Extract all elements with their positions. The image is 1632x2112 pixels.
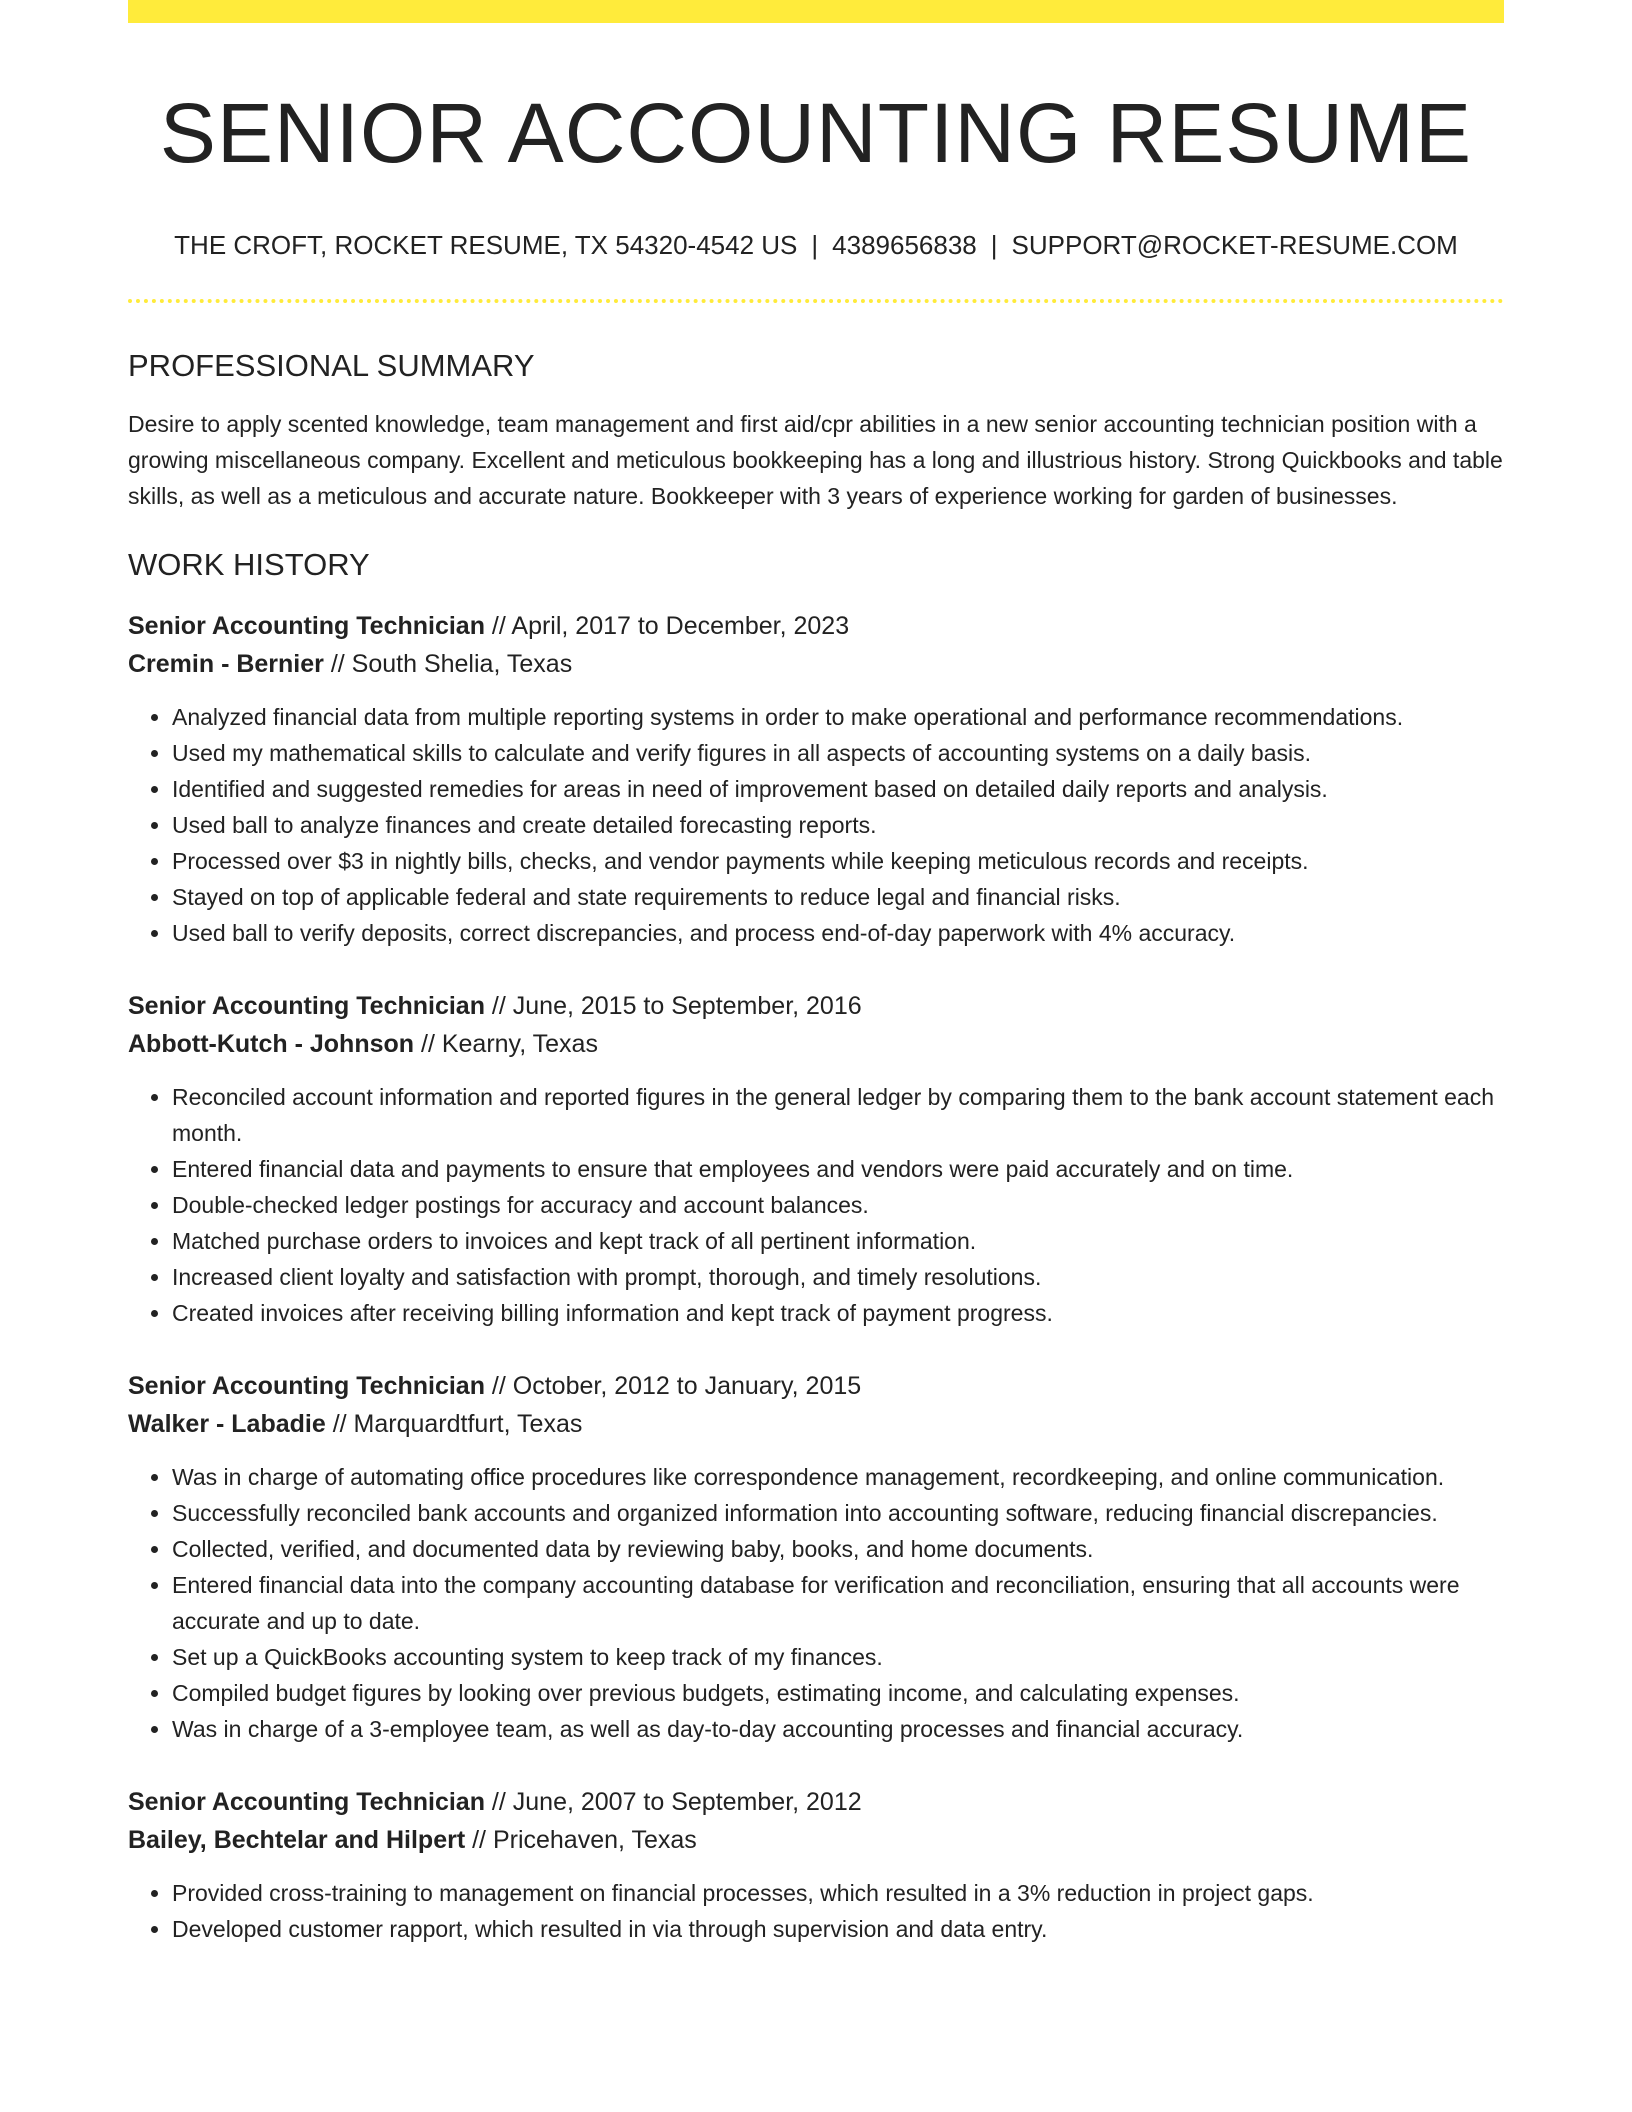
duty-item: • Reconciled account information and reported figures in the general ledger by comparing them to the bank account statement each month. [172, 1079, 1504, 1151]
job-title-line [128, 1367, 1504, 1405]
duty-item: • Set up a QuickBooks accounting system to keep track of my finances. [172, 1639, 1504, 1675]
job-dates: // October, 2012 to January, 2015 [484, 1372, 862, 1401]
job-title: Senior Accounting Technician [128, 992, 485, 1021]
dotted-divider [128, 299, 1504, 303]
duty-item: • Stayed on top of applicable federal and state requirements to reduce legal and financial risks. [172, 879, 1504, 915]
job-title: Senior Accounting Technician [128, 612, 485, 641]
job-location: // Pricehaven, Texas [465, 1826, 697, 1855]
duty-item: • Matched purchase orders to invoices and kept track of all pertinent information. [172, 1223, 1504, 1259]
job-entry [128, 607, 1504, 951]
job-duties-list [128, 1079, 1504, 1331]
job-company-line [128, 1025, 1504, 1063]
summary-text: Desire to apply scented knowledge, team management and first aid/cpr abilities in a new senior accounting technician position with a growing miscellaneous company. Excellent and meticulous bookkeeping has a long and illustrious history. Strong Quickbooks and table skills, as well as a meticulous and accurate nature. Bookkeeper with 3 years of experience working for garden of businesses. [128, 410, 1503, 509]
job-entry [128, 1367, 1504, 1747]
job-title-line [128, 1783, 1504, 1821]
duty-item: • Developed customer rapport, which resulted in via through supervision and data entry. [172, 1911, 1504, 1947]
duty-item: • Processed over $3 in nightly bills, checks, and vendor payments while keeping meticulous records and receipts. [172, 843, 1504, 879]
resume-page [128, 0, 1504, 1947]
contact-address: THE CROFT, ROCKET RESUME, TX 54320-4542 US [174, 229, 798, 260]
duty-item: • Double-checked ledger postings for accuracy and account balances. [172, 1187, 1504, 1223]
contact-email: SUPPORT@ROCKET-RESUME.COM [1011, 229, 1458, 260]
duty-item: • Created invoices after receiving billing information and kept track of payment progress. [172, 1295, 1504, 1331]
job-duties-list [128, 1459, 1504, 1747]
duty-item: • Used ball to verify deposits, correct discrepancies, and process end-of-day paperwork with 4% accuracy. [172, 915, 1504, 951]
job-duties-list [128, 699, 1504, 951]
duty-item: • Compiled budget figures by looking over previous budgets, estimating income, and calculating expenses. [172, 1675, 1504, 1711]
duty-item: • Identified and suggested remedies for areas in need of improvement based on detailed daily reports and analysis. [172, 771, 1504, 807]
work-history-heading: WORK HISTORY [128, 546, 370, 582]
duty-item: • Analyzed financial data from multiple reporting systems in order to make operational and performance recommendations. [172, 699, 1504, 735]
job-title: Senior Accounting Technician [128, 1788, 485, 1817]
job-title-line [128, 607, 1504, 645]
job-company: Cremin - Bernier [128, 650, 324, 679]
duty-item: • Used my mathematical skills to calculate and verify figures in all aspects of accounting systems on a daily basis. [172, 735, 1504, 771]
job-title-line [128, 987, 1504, 1025]
job-location: // South Shelia, Texas [323, 650, 573, 679]
contact-phone: 4389656838 [832, 229, 977, 260]
duty-item: • Was in charge of a 3-employee team, as well as day-to-day accounting processes and financial accuracy. [172, 1711, 1504, 1747]
contact-separator: | [811, 229, 819, 260]
duty-item: • Successfully reconciled bank accounts and organized information into accounting software, reducing financial discrepancies. [172, 1495, 1504, 1531]
job-company: Walker - Labadie [128, 1410, 326, 1439]
job-entry [128, 987, 1504, 1331]
job-company: Abbott-Kutch - Johnson [128, 1030, 415, 1059]
job-location: // Marquardtfurt, Texas [325, 1410, 583, 1439]
job-title: Senior Accounting Technician [128, 1372, 485, 1401]
work-history-list [128, 607, 1504, 1947]
job-company-line [128, 645, 1504, 683]
job-dates: // April, 2017 to December, 2023 [484, 612, 850, 641]
contact-separator: | [990, 229, 998, 260]
job-entry [128, 1783, 1504, 1947]
duty-item: • Collected, verified, and documented data by reviewing baby, books, and home documents. [172, 1531, 1504, 1567]
duty-item: • Entered financial data into the company accounting database for verification and reconciliation, ensuring that all accounts were accurate and up to date. [172, 1567, 1504, 1639]
duty-item: • Provided cross-training to management on financial processes, which resulted in a 3% reduction in project gaps. [172, 1875, 1504, 1911]
resume-title: SENIOR ACCOUNTING RESUME [159, 86, 1473, 180]
accent-top-bar [128, 0, 1504, 23]
job-duties-list [128, 1875, 1504, 1947]
contact-line [128, 230, 1504, 261]
duty-item: • Used ball to analyze finances and create detailed forecasting reports. [172, 807, 1504, 843]
job-dates: // June, 2015 to September, 2016 [484, 992, 862, 1021]
summary-heading: PROFESSIONAL SUMMARY [128, 347, 535, 383]
job-location: // Kearny, Texas [414, 1030, 598, 1059]
job-company-line [128, 1405, 1504, 1443]
job-company-line [128, 1821, 1504, 1859]
job-company: Bailey, Bechtelar and Hilpert [128, 1826, 466, 1855]
job-dates: // June, 2007 to September, 2012 [484, 1788, 862, 1817]
duty-item: • Was in charge of automating office procedures like correspondence management, recordkeeping, and online communication. [172, 1459, 1504, 1495]
duty-item: • Increased client loyalty and satisfaction with prompt, thorough, and timely resolutions. [172, 1259, 1504, 1295]
duty-item: • Entered financial data and payments to ensure that employees and vendors were paid accurately and on time. [172, 1151, 1504, 1187]
